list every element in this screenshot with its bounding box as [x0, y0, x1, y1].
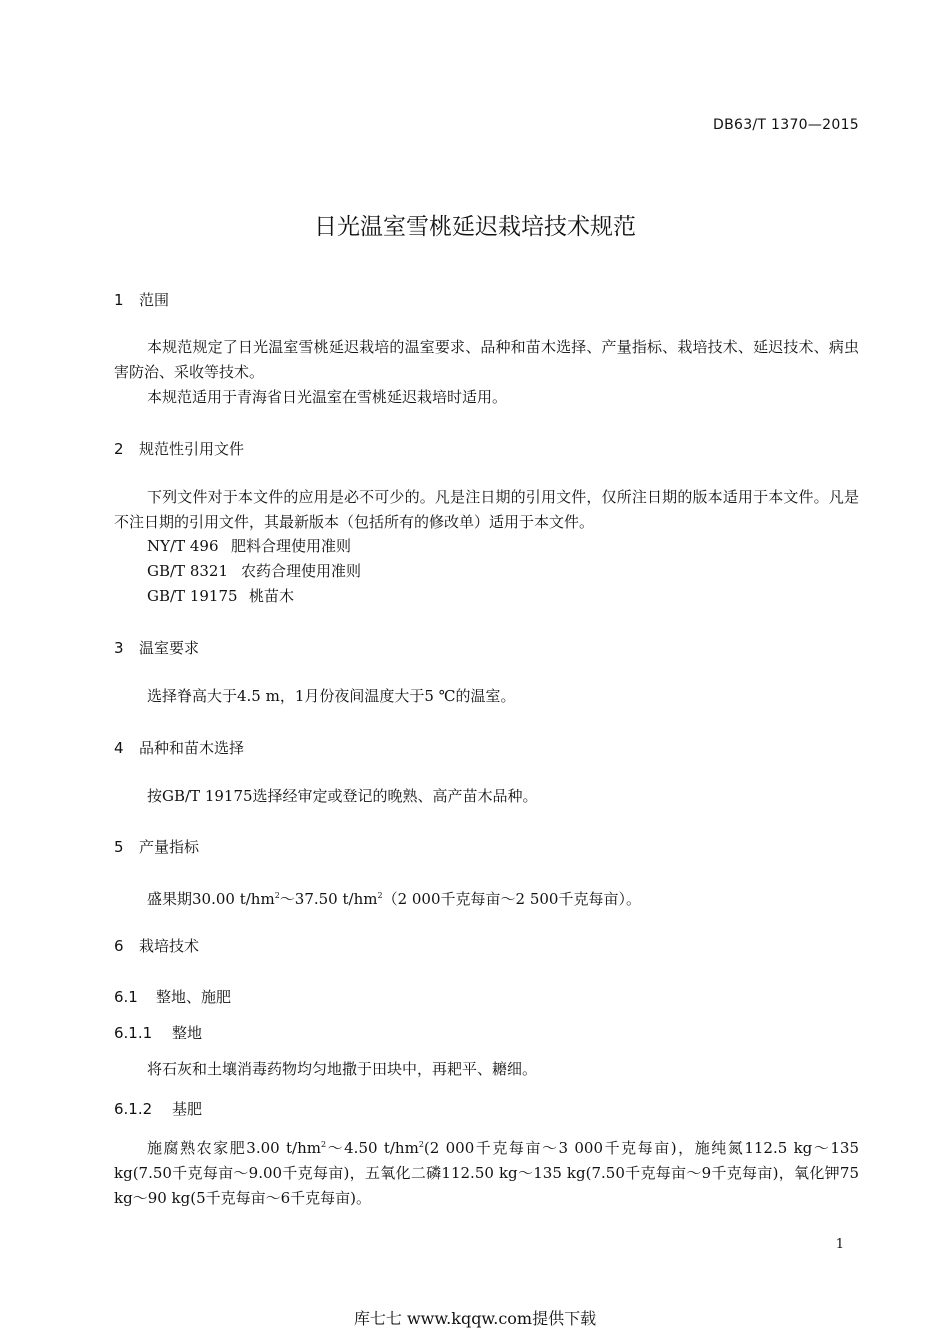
- section-4-paragraph-1: 按GB/T 19175选择经审定或登记的晚熟、高产苗木品种。: [147, 787, 538, 805]
- section-number: 4: [114, 739, 124, 757]
- text-run: 施腐熟农家肥3.00 t/hm: [147, 1139, 321, 1157]
- section-3-heading: [114, 637, 199, 658]
- section-number: 5: [114, 838, 124, 856]
- document-title: 日光温室雪桃延迟栽培技术规范: [314, 214, 636, 240]
- section-number: 6.1.2: [114, 1100, 153, 1118]
- section-2-heading: [114, 438, 244, 459]
- reference-name: 桃苗木: [249, 587, 295, 605]
- section-title: 整地、施肥: [156, 988, 232, 1006]
- section-title: 品种和苗木选择: [139, 739, 245, 757]
- text-run: 盛果期30.00 t/hm: [147, 890, 275, 908]
- reference-code: GB/T 8321: [147, 562, 229, 580]
- superscript: 2: [377, 891, 383, 900]
- text-run: ～4.50 t/hm: [326, 1139, 419, 1157]
- text-run: ～37.50 t/hm: [279, 890, 378, 908]
- section-5-paragraph-1: [114, 883, 859, 912]
- section-6-1-1-paragraph: 将石灰和土壤消毒药物均匀地撒于田块中，再耙平、耱细。: [147, 1060, 538, 1078]
- section-6-heading: [114, 935, 199, 956]
- section-number: 3: [114, 639, 124, 657]
- section-2-paragraph-1: 下列文件对于本文件的应用是必不可少的。凡是注日期的引用文件，仅所注日期的版本适用于本文件。凡是不注日期的引用文件，其最新版本（包括所有的修改单）适用于本文件。: [114, 488, 859, 531]
- section-number: 2: [114, 440, 124, 458]
- reference-code: NY/T 496: [147, 537, 219, 555]
- section-number: 6.1: [114, 988, 138, 1006]
- reference-name: 农药合理使用准则: [241, 562, 362, 580]
- footer-download-note: 库七七 www.kqqw.com提供下载: [353, 1309, 597, 1328]
- section-title: 产量指标: [139, 838, 200, 856]
- section-title: 温室要求: [139, 639, 200, 657]
- section-5-heading: [114, 836, 199, 857]
- page-number: 1: [835, 1237, 844, 1252]
- section-title: 范围: [139, 291, 170, 309]
- document-code: DB63/T 1370—2015: [713, 117, 859, 133]
- reference-item: [147, 535, 351, 556]
- reference-name: 肥料合理使用准则: [231, 537, 352, 555]
- text-run: (2 000千克每亩～3 000千克每亩)，施纯氮112.5 kg～135 kg(7.50千克每亩～9.00千克每亩)，五氧化二磷112.50 kg～135 kg(7.50千克每亩～9千克每亩)，氧化钾75 kg～90 kg(5千克每亩～6千克每亩)。: [114, 1139, 859, 1207]
- section-title: 栽培技术: [139, 937, 200, 955]
- section-title: 基肥: [172, 1100, 203, 1118]
- superscript: 2: [274, 891, 280, 900]
- section-number: 1: [114, 291, 124, 309]
- section-1-heading: [114, 289, 169, 310]
- section-1-paragraph-1: 本规范规定了日光温室雪桃延迟栽培的温室要求、品种和苗木选择、产量指标、栽培技术、延迟技术、病虫害防治、采收等技术。: [114, 338, 859, 381]
- section-3-paragraph-1: 选择脊高大于4.5 m，1月份夜间温度大于5 ℃的温室。: [147, 687, 516, 705]
- section-number: 6.1.1: [114, 1024, 153, 1042]
- reference-code: GB/T 19175: [147, 587, 238, 605]
- section-6-1-2-heading: [114, 1098, 202, 1119]
- section-title: 规范性引用文件: [139, 440, 245, 458]
- section-6-1-1-heading: [114, 1022, 202, 1043]
- section-1-paragraph-2: 本规范适用于青海省日光温室在雪桃延迟栽培时适用。: [147, 388, 508, 406]
- text-run: （2 000千克每亩～2 500千克每亩）。: [382, 890, 641, 908]
- superscript: 2: [320, 1140, 327, 1149]
- reference-item: [147, 585, 294, 606]
- reference-item: [147, 560, 361, 581]
- section-6-1-heading: [114, 986, 231, 1007]
- section-title: 整地: [172, 1024, 203, 1042]
- section-4-heading: [114, 737, 244, 758]
- section-6-1-2-paragraph: [114, 1132, 859, 1211]
- section-number: 6: [114, 937, 124, 955]
- superscript: 2: [418, 1140, 424, 1149]
